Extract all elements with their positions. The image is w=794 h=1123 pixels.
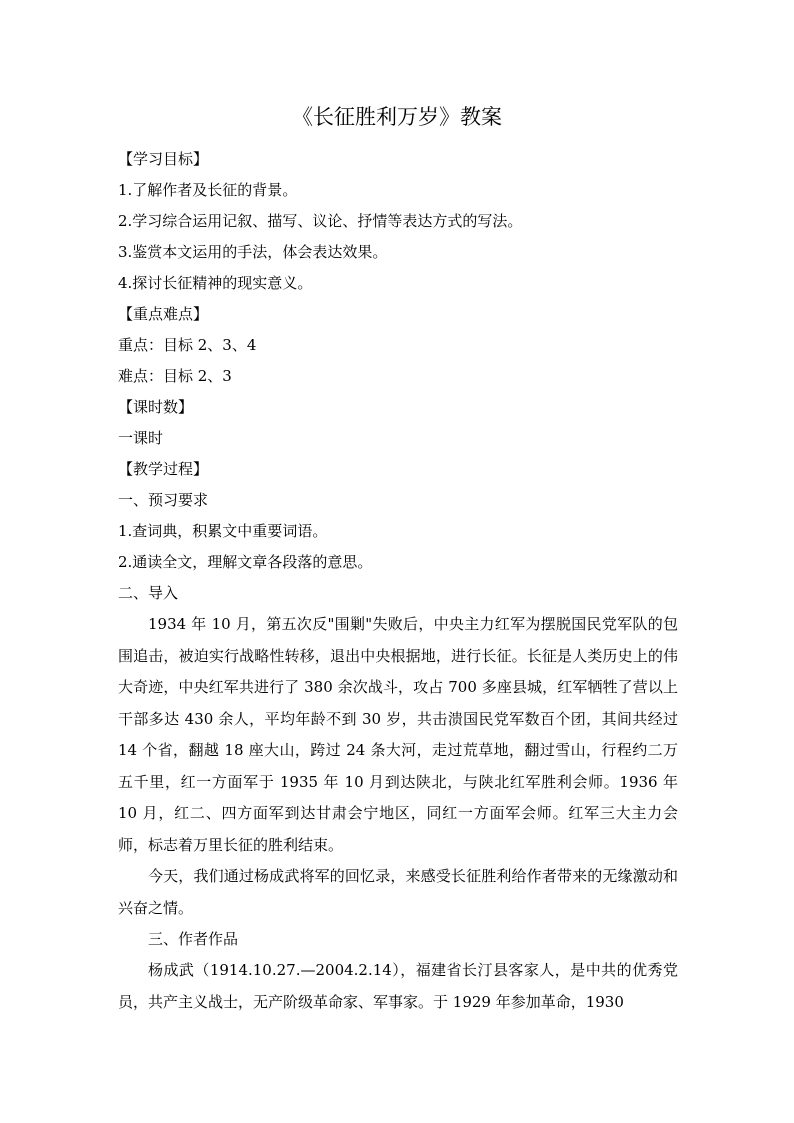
process-heading: 【教学过程】 [118, 460, 209, 478]
keypoints-heading: 【重点难点】 [118, 305, 209, 323]
document-title: 《长征胜利万岁》教案 [292, 105, 502, 129]
objective-item: 1.了解作者及长征的背景。 [118, 181, 298, 199]
author-heading: 三、作者作品 [148, 930, 239, 948]
preview-item: 2.通读全文，理解文章各段落的意思。 [118, 553, 373, 571]
objective-item: 2.学习综合运用记叙、描写、议论、抒情等表达方式的写法。 [118, 212, 523, 230]
intro-paragraph: 1934 年 10 月，第五次反"围剿"失败后，中央主力红军为摆脱国民党军队的包围追击，被迫实行战略性转移，退出中央根据地，进行长征。长征是人类历史上的伟大奇迹，中央红军共进行了 380 余次战斗，攻占 700 多座县城，红军牺牲了营以上干部多达 430 余人，平均年龄不到 30 岁，共击溃国民党军数百个团，其间共经过 14 个省，翻越 18 座大山，跨过 24 条大河，走过荒草地，翻过雪山，行程约二万五千里，红一方面军于 1935 年 10 月到达陕北，与陕北红军胜利会师。1936 年 10 月，红二、四方面军到达甘肃会宁地区，同红一方面军会师。红军三大主力会师，标志着万里长征的胜利结束。 [118, 615, 678, 854]
objective-item: 4.探讨长征精神的现实意义。 [118, 274, 313, 292]
intro-heading: 二、导入 [118, 584, 179, 602]
objective-item: 3.鉴赏本文运用的手法，体会表达效果。 [118, 243, 388, 261]
hours-text: 一课时 [118, 429, 164, 447]
difficulty-text: 难点：目标 2、3 [118, 367, 232, 385]
intro-paragraph: 今天，我们通过杨成武将军的回忆录，来感受长征胜利给作者带来的无缘激动和兴奋之情。 [118, 867, 678, 917]
objectives-heading: 【学习目标】 [118, 150, 209, 168]
hours-heading: 【课时数】 [118, 398, 194, 416]
keypoint-text: 重点：目标 2、3、4 [118, 336, 257, 354]
author-paragraph: 杨成武（1914.10.27.—2004.2.14），福建省长汀县客家人，是中共的优秀党员，共产主义战士，无产阶级革命家、军事家。于 1929 年参加革命，1930 [118, 961, 678, 1011]
preview-item: 1.查词典，积累文中重要词语。 [118, 522, 328, 540]
document-body [118, 144, 678, 1018]
preview-heading: 一、预习要求 [118, 491, 209, 509]
